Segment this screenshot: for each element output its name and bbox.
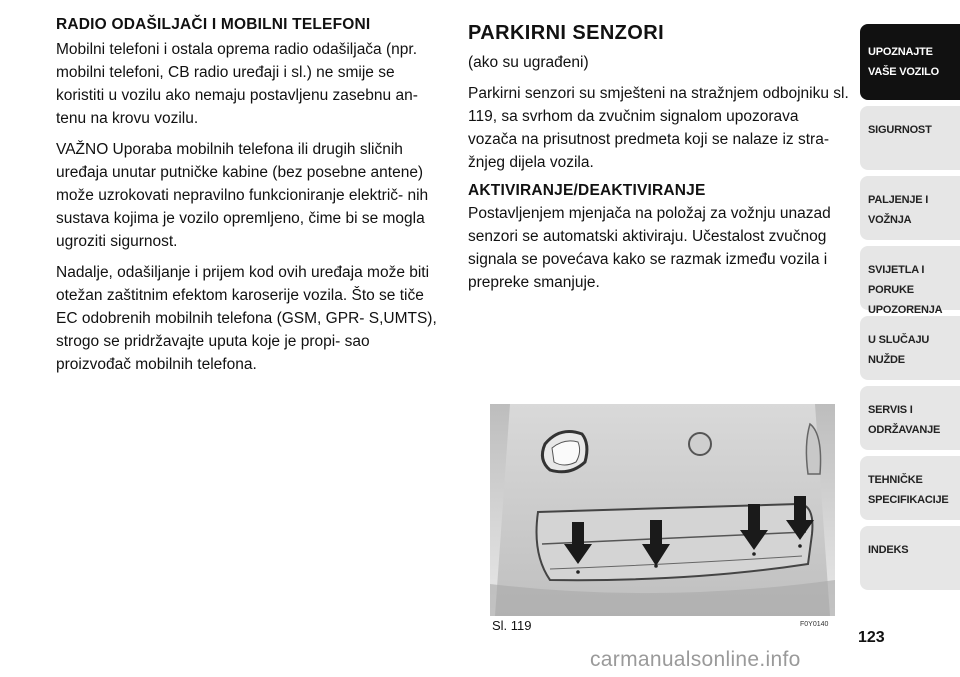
tab-upoznajte-vase-vozilo[interactable]: [860, 24, 960, 100]
parking-sensors-paragraph-1: Parkirni senzori su smješteni na stražnjem odbojniku sl. 119, sa svrhom da zvučnim signalom upozorava vozača na prisutnost predmeta koji se nalaze iz stra- žnjeg dijela vozila.: [468, 85, 849, 171]
left-column: [56, 0, 438, 384]
activation-paragraph: Postavljenjem mjenjača na položaj za vožnju unazad senzori se automatski aktiviraju. Učestalost zvučnog signala se povećava kako se razmak između vozila i prepreke smanjuje.: [468, 205, 831, 291]
tab-u-slucaju-nuzde[interactable]: [860, 316, 960, 380]
tab-label-line2: UPOZORENJA: [868, 304, 943, 316]
rear-bumper-figure: [490, 404, 835, 616]
radio-paragraph-1: Mobilni telefoni i ostala oprema radio odašiljača (npr. mobilni telefoni, CB radio uređaji i sl.) ne smije se koristiti u vozilu ako nemaju postavljenu zasebnu an- tenu na krovu vozilu.: [56, 41, 418, 127]
tab-label-line2: ODRŽAVANJE: [868, 424, 941, 436]
tab-label-line2: VAŠE VOZILO: [868, 66, 939, 78]
tab-paljenje-i-voznja[interactable]: [860, 176, 960, 240]
tab-indeks[interactable]: [860, 526, 960, 590]
tab-label-line1: SIGURNOST: [868, 124, 932, 136]
radio-paragraph-3: Nadalje, odašiljanje i prijem kod ovih uređaja može biti otežan zaštitnim efektom karoserije vozila. Što se tiče EC odobrenih mobilnih telefona (GSM, GPR- S,UMTS), strogo se pridržavajte uputa koje je propi- sao proizvođač mobilnih telefona.: [56, 264, 437, 373]
tab-label-line1: PALJENJE I: [868, 194, 929, 206]
tab-label-line2: VOŽNJA: [868, 214, 912, 226]
figure-caption: Sl. 119: [492, 618, 532, 633]
tab-label-line1: TEHNIČKE: [868, 474, 923, 486]
figure-code: F0Y0140: [800, 621, 829, 628]
tab-sigurnost[interactable]: [860, 106, 960, 170]
right-column: [468, 0, 850, 302]
tab-label-line2: SPECIFIKACIJE: [868, 494, 949, 506]
tab-svjetla-i-poruke[interactable]: [860, 246, 960, 316]
parking-sensors-note: (ako su ugrađeni): [468, 54, 589, 71]
tab-tehnicke-specifikacije[interactable]: [860, 456, 960, 520]
tab-label-line1: INDEKS: [868, 544, 909, 556]
page-number: 123: [858, 629, 885, 646]
activation-subheading: AKTIVIRANJE/DEAKTIVIRANJE: [468, 182, 706, 199]
parking-sensors-heading: PARKIRNI SENZORI: [468, 22, 665, 44]
tab-label-line1: SERVIS I: [868, 404, 913, 416]
radio-section-heading: RADIO ODAŠILJAČI I MOBILNI TELEFONI: [56, 16, 371, 33]
car-rear-illustration: [490, 404, 835, 616]
watermark: carmanualsonline.info: [590, 648, 801, 671]
tab-label-line1: U SLUČAJU: [868, 334, 930, 346]
chapter-sidebar: [860, 24, 960, 596]
radio-paragraph-2: VAŽNO Uporaba mobilnih telefona ili drugih sličnih uređaja unutar putničke kabine (bez posebne antene) može uzrokovati nepravilno funkcioniranje električ- nih sustava kojima je vozilo opremljeno, čime bi se mogla ugroziti sigurnost.: [56, 141, 429, 250]
tab-label-line1: UPOZNAJTE: [868, 46, 933, 58]
tab-label-line1: SVIJETLA I PORUKE: [868, 264, 925, 296]
tab-label-line2: NUŽDE: [868, 354, 905, 366]
tab-servis-i-odrzavanje[interactable]: [860, 386, 960, 450]
